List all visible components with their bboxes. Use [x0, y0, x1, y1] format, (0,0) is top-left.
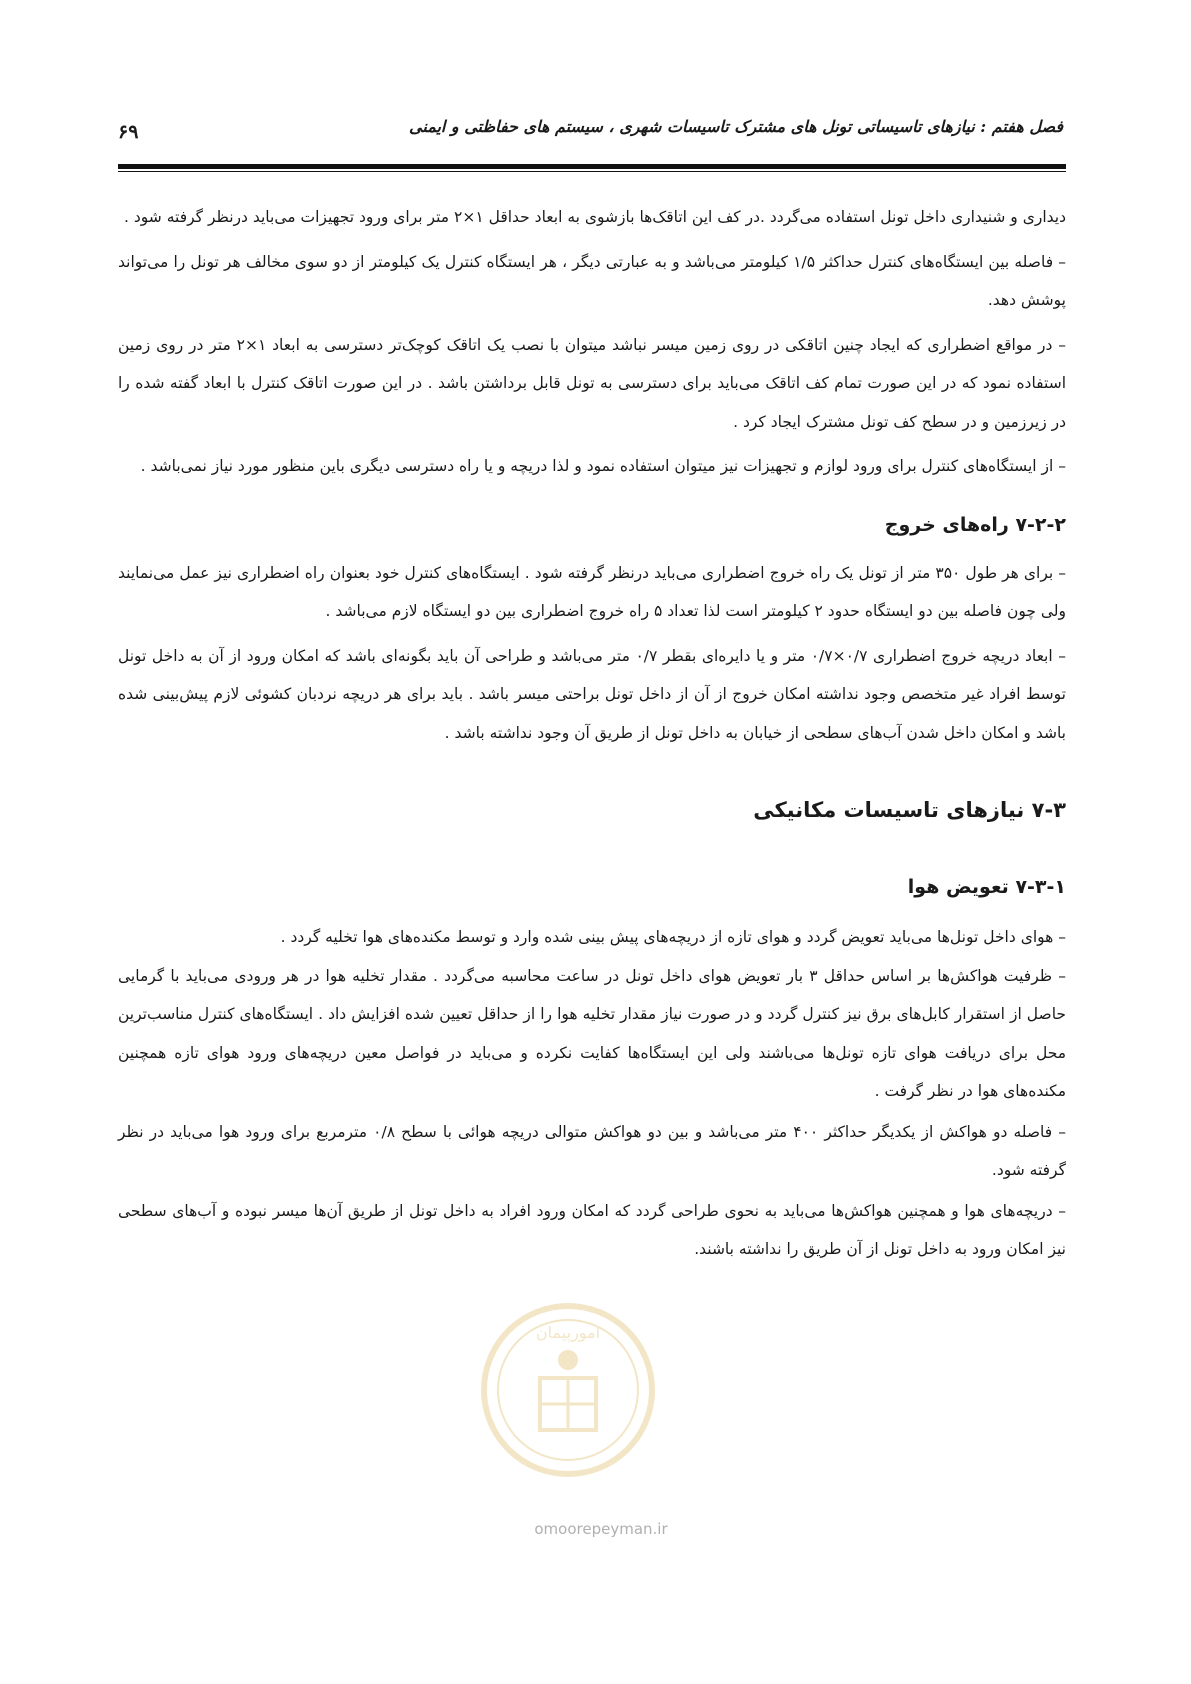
section-heading-air-exchange: ۷-۳-۱ تعویض هوا [907, 876, 1066, 898]
page-number: ۶۹ [118, 121, 139, 143]
watermark-logo [478, 1300, 658, 1480]
page-body [118, 198, 1066, 1269]
section-heading-exits: ۷-۲-۲ راه‌های خروج [884, 513, 1066, 536]
paragraph: – فاصله بین ایستگاه‌های کنترل حداکثر ۱/۵ کیلومتر می‌باشد و به عبارتی دیگر ، هر ایستگاه کنترل یک کیلومتر از دو سوی مخالف هر تونل را می‌تواند پوشش دهد. [118, 252, 1067, 309]
paragraph: – ابعاد دریچه خروج اضطراری ۰/۷×۰/۷ متر و یا دایره‌ای بقطر ۰/۷ متر می‌باشد و طراحی آن باید بگونه‌ای باشد که امکان ورود از آن به داخل تونل توسط افراد غیر متخصص وجود نداشته امکان خروج از آن از داخل تونل براحتی میسر باشد . باید برای هر دریچه نردبان کشوئی لازم پیش‌بینی شده باشد و امکان داخل شدن آب‌های سطحی از خیابان به داخل تونل از طریق آن وجود نداشته باشد . [118, 646, 1066, 742]
watermark-site-text: omoorepeyman.ir [534, 1520, 668, 1538]
header-rule-thick [118, 164, 1066, 169]
paragraph: دیداری و شنیداری داخل تونل استفاده می‌گردد .در کف این اتاقک‌ها بازشوی به ابعاد حداقل ۱×۲ متر برای ورود تجهیزات می‌باید درنظر گرفته شود . [124, 208, 1066, 226]
paragraph: – برای هر طول ۳۵۰ متر از تونل یک راه خروج اضطراری می‌باید درنظر گرفته شود . ایستگاه‌های کنترل خود بعنوان راه اضطراری نیز عمل می‌نمایند ولی چون فاصله بین دو ایستگاه حدود ۲ کیلومتر است لذا تعداد ۵ راه خروج اضطراری بین دو ایستگاه لازم می‌باشد . [118, 563, 1066, 620]
section-heading-mechanical: ۷-۳ نیازهای تاسیسات مکانیکی [753, 798, 1066, 822]
running-header-title: فصل هفتم : نیازهای تاسیساتی تونل های مشترک تاسیسات شهری ، سیستم های حفاظتی و ایمنی [409, 117, 1063, 136]
paragraph: – هوای داخل تونل‌ها می‌باید تعویض گردد و هوای تازه از دریچه‌های پیش بینی شده وارد و توسط مکنده‌های هوا تخلیه گردد . [280, 928, 1066, 946]
paragraph: – در مواقع اضطراری که ایجاد چنین اتاقکی در روی زمین میسر نباشد میتوان با نصب یک اتاقک کوچک‌تر دسترسی به ابعاد ۱×۲ متر در روی زمین استفاده نمود که در این صورت تمام کف اتاقک می‌باید برای دسترسی به تونل قابل برداشتن باشد . در این صورت اتاقک کنترل با ابعاد گفته شده را در زیرزمین و در سطح کف تونل مشترک ایجاد کرد . [118, 335, 1066, 431]
paragraph: – ظرفیت هواکش‌ها بر اساس حداقل ۳ بار تعویض هوای داخل تونل در ساعت محاسبه می‌گردد . مقدار تخلیه هوا در هر ورودی می‌باید با گرمایی حاصل از استقرار کابل‌های برق نیز کنترل گردد و در صورت نیاز مقدار تخلیه هوا را از حداقل تعیین شده افزایش داد . ایستگاه‌های کنترل مناسب‌ترین محل برای دریافت هوای تازه تونل‌ها می‌باشند ولی این ایستگاه‌ها کفایت نکرده و می‌باید در فواصل معین دریچه‌های ورود هوای تازه همچنین مکنده‌های هوا در نظر گرفت . [118, 966, 1067, 1100]
paragraph: – از ایستگاه‌های کنترل برای ورود لوازم و تجهیزات نیز میتوان استفاده نمود و لذا دریچه و یا راه دسترسی دیگری باین منظور مورد نیاز نمی‌باشد . [140, 457, 1066, 475]
paragraph: – دریچه‌های هوا و همچنین هواکش‌ها می‌باید به نحوی طراحی گردد که امکان ورود افراد به داخل تونل از طریق آن‌ها میسر نبوده و آب‌های سطحی نیز امکان ورود به داخل تونل از آن طریق را نداشته باشند. [118, 1201, 1066, 1258]
watermark-logo-text: امورپیمان [535, 1323, 601, 1342]
header-rule-thin [118, 171, 1066, 172]
paragraph: – فاصله دو هواکش از یکدیگر حداکثر ۴۰۰ متر می‌باشد و بین دو هواکش متوالی دریچه هوائی با سطح ۰/۸ مترمربع برای ورود هوا می‌باید در نظر گرفته شود. [118, 1122, 1066, 1179]
